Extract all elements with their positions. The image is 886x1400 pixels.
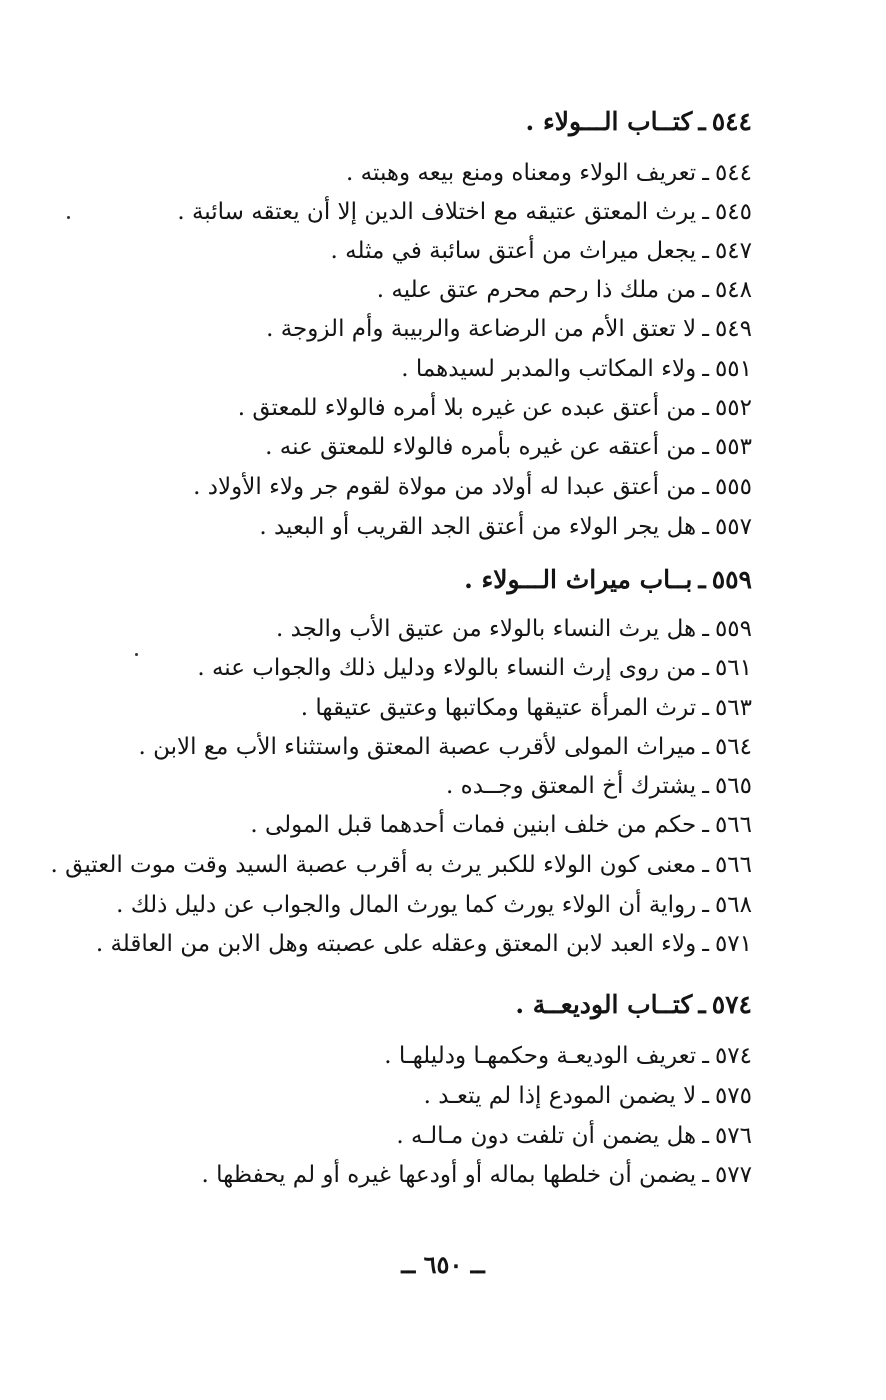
toc-entry	[384, 1037, 752, 1075]
entry-separator: ـ	[702, 1043, 709, 1069]
entry-number: ٥٤٨	[714, 277, 752, 303]
entry-separator: ـ	[702, 1083, 709, 1109]
entry-number: ٥٦٥	[714, 773, 752, 799]
entry-number: ٥٧٧	[714, 1162, 752, 1188]
entry-text: كتــاب الـــولاء .	[525, 107, 693, 136]
entry-text: يضمن أن خلطها بماله أو أودعها غيره أو لم يحفظها .	[201, 1162, 697, 1188]
entry-text: حكم من خلف ابنين فمات أحدهما قبل المولى .	[250, 812, 697, 838]
entry-separator: ـ	[702, 931, 709, 957]
entry-separator: ـ	[702, 852, 709, 878]
entry-text: من أعتق عبده عن غيره بلا أمره فالولاء للمعتق .	[237, 395, 697, 421]
entry-text: ولاء العبد لابن المعتق وعقله على عصبته وهل الابن من العاقلة .	[95, 931, 697, 957]
scan-speck	[67, 216, 70, 219]
entry-number: ٥٦٤	[714, 734, 752, 760]
toc-entry	[401, 350, 752, 388]
entry-separator: ـ	[702, 316, 709, 342]
entry-text: رواية أن الولاء يورث كما يورث المال والجواب عن دليل ذلك .	[116, 892, 697, 918]
entry-number: ٥٧٤	[711, 990, 752, 1019]
entry-separator: ـ	[702, 238, 709, 264]
toc-entry	[265, 428, 752, 466]
entry-number: ٥٧٦	[714, 1123, 752, 1149]
entry-number: ٥٦٦	[714, 852, 752, 878]
entry-text: من أعتقه عن غيره بأمره فالولاء للمعتق عنه .	[265, 434, 697, 460]
entry-separator: ـ	[702, 892, 709, 918]
entry-text: ولاء المكاتب والمدبر لسيدهما .	[401, 356, 697, 382]
entry-number: ٥٦٣	[714, 695, 752, 721]
scan-speck	[135, 653, 138, 656]
toc-entry	[301, 689, 752, 727]
entry-text: يرث المعتق عتيقه مع اختلاف الدين إلا أن يعتقه سائبة .	[177, 199, 697, 225]
toc-entry	[197, 649, 752, 687]
entry-number: ٥٤٥	[714, 199, 752, 225]
entry-separator: ـ	[702, 514, 709, 540]
entry-number: ٥٥٢	[714, 395, 752, 421]
toc-entry	[515, 986, 752, 1024]
toc-entry	[526, 103, 752, 141]
entry-text: لا يضمن المودع إذا لم يتعـد .	[423, 1083, 697, 1109]
entry-separator: ـ	[702, 655, 709, 681]
entry-number: ٥٤٤	[711, 107, 752, 136]
entry-text: لا تعتق الأم من الرضاعة والربيبة وأم الزوجة .	[266, 316, 697, 342]
toc-entry	[276, 610, 752, 648]
toc-entry	[202, 1156, 752, 1194]
toc-entry	[266, 310, 752, 348]
entry-separator: ـ	[702, 1123, 709, 1149]
entry-separator: ـ	[702, 1162, 709, 1188]
entry-text: ميراث المولى لأقرب عصبة المعتق واستثناء الأب مع الابن .	[138, 734, 697, 760]
entry-separator: ـ	[702, 356, 709, 382]
entry-text: من ملك ذا رحم محرم عتق عليه .	[376, 277, 697, 303]
toc-entry	[138, 728, 752, 766]
entry-text: تعريف الوديعـة وحكمهـا ودليلهـا .	[384, 1043, 697, 1069]
entry-separator: ـ	[702, 734, 709, 760]
entry-separator: ـ	[702, 474, 709, 500]
entry-separator: ـ	[698, 565, 706, 594]
entry-number: ٥٥٩	[711, 565, 752, 594]
entry-text: بــاب ميراث الـــولاء .	[464, 565, 693, 594]
toc-entry	[193, 468, 752, 506]
entry-number: ٥٧٥	[714, 1083, 752, 1109]
toc-entry	[464, 561, 752, 599]
entry-text: من روى إرث النساء بالولاء ودليل ذلك والجواب عنه .	[197, 655, 697, 681]
entry-separator: ـ	[702, 773, 709, 799]
entry-text: تعريف الولاء ومعناه ومنع بيعه وهبته .	[346, 160, 697, 186]
entry-number: ٥٥٥	[714, 474, 752, 500]
entry-separator: ـ	[702, 695, 709, 721]
entry-separator: ـ	[698, 107, 706, 136]
entry-text: يشترك أخ المعتق وجــده .	[446, 773, 697, 799]
entry-text: هل يرث النساء بالولاء من عتيق الأب والجد .	[275, 616, 697, 642]
entry-separator: ـ	[702, 160, 709, 186]
entry-separator: ـ	[702, 616, 709, 642]
toc-entry	[396, 1117, 752, 1155]
entry-number: ٥٥٣	[714, 434, 752, 460]
entry-number: ٥٥٩	[714, 616, 752, 642]
entry-number: ٥٥٧	[714, 514, 752, 540]
entry-number: ٥٧٤	[714, 1043, 752, 1069]
entry-text: كتــاب الوديعــة .	[515, 990, 693, 1019]
entry-separator: ـ	[702, 199, 709, 225]
toc-entry	[96, 925, 752, 963]
entry-number: ٥٥١	[714, 356, 752, 382]
entry-text: يجعل ميراث من أعتق سائبة في مثله .	[330, 238, 697, 264]
entry-number: ٥٤٤	[714, 160, 752, 186]
toc-entry	[446, 767, 752, 805]
toc-entry	[116, 886, 752, 924]
toc-entry	[259, 508, 752, 546]
toc-entry	[331, 232, 752, 270]
entry-number: ٥٤٩	[714, 316, 752, 342]
toc-entry	[424, 1077, 752, 1115]
toc-entry	[238, 389, 752, 427]
entry-text: هل يضمن أن تلفت دون مـالـه .	[396, 1123, 697, 1149]
entry-number: ٥٧١	[714, 931, 752, 957]
page-number: ــ ٦٥٠ ــ	[401, 1250, 485, 1279]
entry-separator: ـ	[702, 812, 709, 838]
entry-number: ٥٦١	[714, 655, 752, 681]
toc-entry	[346, 154, 752, 192]
entry-text: من أعتق عبدا له أولاد من مولاة لقوم جر ولاء الأولاد .	[193, 474, 697, 500]
entry-separator: ـ	[702, 434, 709, 460]
entry-separator: ـ	[698, 990, 706, 1019]
entry-number: ٥٤٧	[714, 238, 752, 264]
toc-entry	[177, 193, 752, 231]
entry-separator: ـ	[702, 395, 709, 421]
toc-entry	[51, 846, 752, 884]
toc-entry	[250, 806, 752, 844]
entry-text: معنى كون الولاء للكبر يرث به أقرب عصبة السيد وقت موت العتيق .	[50, 852, 697, 878]
entry-number: ٥٦٨	[714, 892, 752, 918]
entry-text: ترث المرأة عتيقها ومكاتبها وعتيق عتيقها .	[300, 695, 697, 721]
entry-text: هل يجر الولاء من أعتق الجد القريب أو البعيد .	[259, 514, 697, 540]
entry-separator: ـ	[702, 277, 709, 303]
entry-number: ٥٦٦	[714, 812, 752, 838]
toc-entry	[377, 271, 752, 309]
